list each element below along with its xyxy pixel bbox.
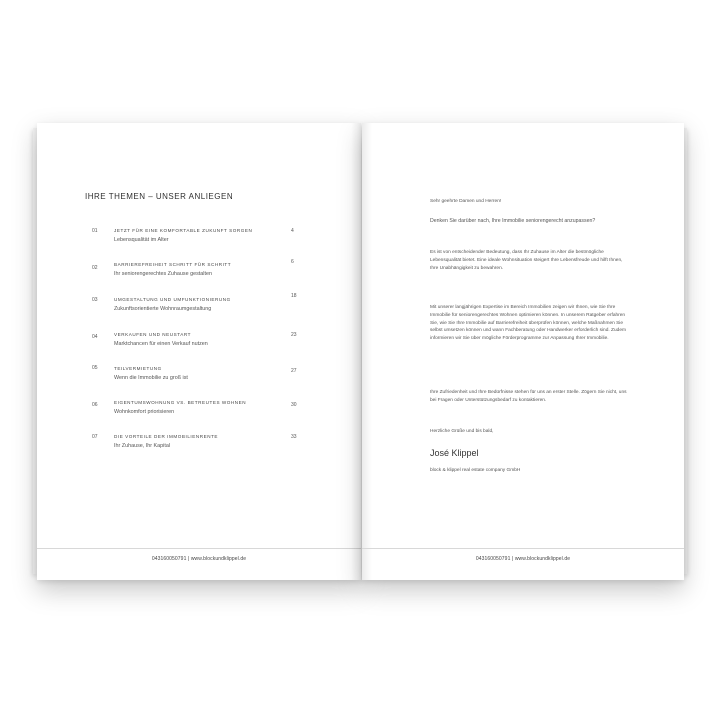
toc-number: 01 [92, 228, 98, 234]
toc-entry [92, 259, 302, 286]
signature-name: José Klippel [430, 448, 479, 458]
toc-subtitle: Lebensqualität im Alter [114, 237, 169, 243]
toc-page-number: 18 [291, 293, 297, 299]
toc-number: 06 [92, 402, 98, 408]
letter-paragraph-3: Ihre Zufriedenheit und Ihre Bedürfnisse stehen für uns an erster Stelle. Zögern Sie nicht, uns bei Fragen oder Unterstützungsbedarf zu kontaktieren. [430, 390, 627, 403]
letter-paragraph-2: Mit unserer langjährigen Expertise im Bereich Immobilien zeigen wir Ihnen, wie Sie Ihre Immobilie für seniorengerechtes Wohnen optimieren können. In unserem Ratgeber erfahren Sie, wie Sie Ihre Immobilie auf Barrierefreiheit überprüfen können, welche Maßnahmen Sie selbst umsetzen können und wann Fachberatung oder Handwerker erforderlich sind. Zudem informieren wir Sie über mögliche Förderprogramme zur Anpassung Ihrer Immobilie. [430, 305, 626, 342]
toc-entry [92, 293, 302, 321]
toc-subtitle: Marktchancen für einen Verkauf nutzen [114, 341, 208, 347]
toc-heading: BARRIEREFREIHEIT SCHRITT FÜR SCHRITT [114, 262, 232, 267]
toc-number: 03 [92, 297, 98, 303]
toc-title: IHRE THEMEN – UNSER ANLIEGEN [85, 192, 234, 201]
toc-heading: DIE VORTEILE DER IMMOBILIENRENTE [114, 434, 219, 439]
toc-page-number: 23 [291, 332, 297, 338]
toc-entry [92, 434, 302, 458]
salutation: Sehr geehrte Damen und Herren! [430, 199, 502, 204]
toc-entry [92, 400, 302, 424]
toc-page-number: 6 [291, 259, 294, 265]
toc-page-number: 30 [291, 402, 297, 408]
toc-page-number: 27 [291, 368, 297, 374]
toc-subtitle: Wenn die Immobilie zu groß ist [114, 375, 188, 381]
letter-closing: Herzliche Grüße und bis bald, [430, 429, 494, 434]
footer-contact: 043160050791 | www.blockundklippel.de [475, 556, 571, 562]
toc-subtitle: Ihr seniorengerechtes Zuhause gestalten [114, 271, 212, 277]
right-page [362, 123, 684, 580]
footer-divider [37, 548, 361, 549]
letter-question: Denken Sie darüber nach, Ihre Immobilie seniorengerecht anzupassen? [430, 218, 596, 224]
toc-subtitle: Wohnkomfort priorisieren [114, 409, 175, 415]
toc-heading: JETZT FÜR EINE KOMFORTABLE ZUKUNFT SORGEN [114, 228, 253, 233]
toc-entry [92, 228, 302, 252]
toc-number: 02 [92, 265, 98, 271]
letter-paragraph-1: Es ist von entscheidender Bedeutung, dass Ihr Zuhause im Alter die bestmögliche Lebensqualität bietet. Eine ideale Wohnsituation steigert Ihre Lebensfreude und hilft Ihnen, Ihre Unabhängigkeit zu bewahren. [430, 250, 623, 271]
toc-heading: TEILVERMIETUNG [114, 366, 162, 371]
toc-entry [92, 366, 302, 390]
toc-heading: VERKAUFEN UND NEUSTART [114, 332, 192, 337]
toc-page-number: 33 [291, 434, 297, 440]
left-page [37, 123, 361, 580]
toc-subtitle: Ihr Zuhause, Ihr Kapital [114, 443, 171, 449]
toc-heading: UMGESTALTUNG UND UMFUNKTIONIERUNG [114, 297, 231, 302]
toc-page-number: 4 [291, 228, 294, 234]
footer-divider [362, 548, 684, 549]
toc-number: 07 [92, 434, 98, 440]
toc-entry [92, 332, 302, 356]
toc-number: 05 [92, 365, 98, 371]
toc-subtitle: Zukunftsorientierte Wohnraumgestaltung [114, 306, 212, 312]
company-name: block & klippel real estate company GmbH [430, 468, 521, 473]
footer-contact: 043160050791 | www.blockundklippel.de [151, 556, 247, 562]
toc-number: 04 [92, 334, 98, 340]
toc-heading: EIGENTUMSWOHNUNG VS. BETREUTES WOHNEN [114, 400, 247, 405]
